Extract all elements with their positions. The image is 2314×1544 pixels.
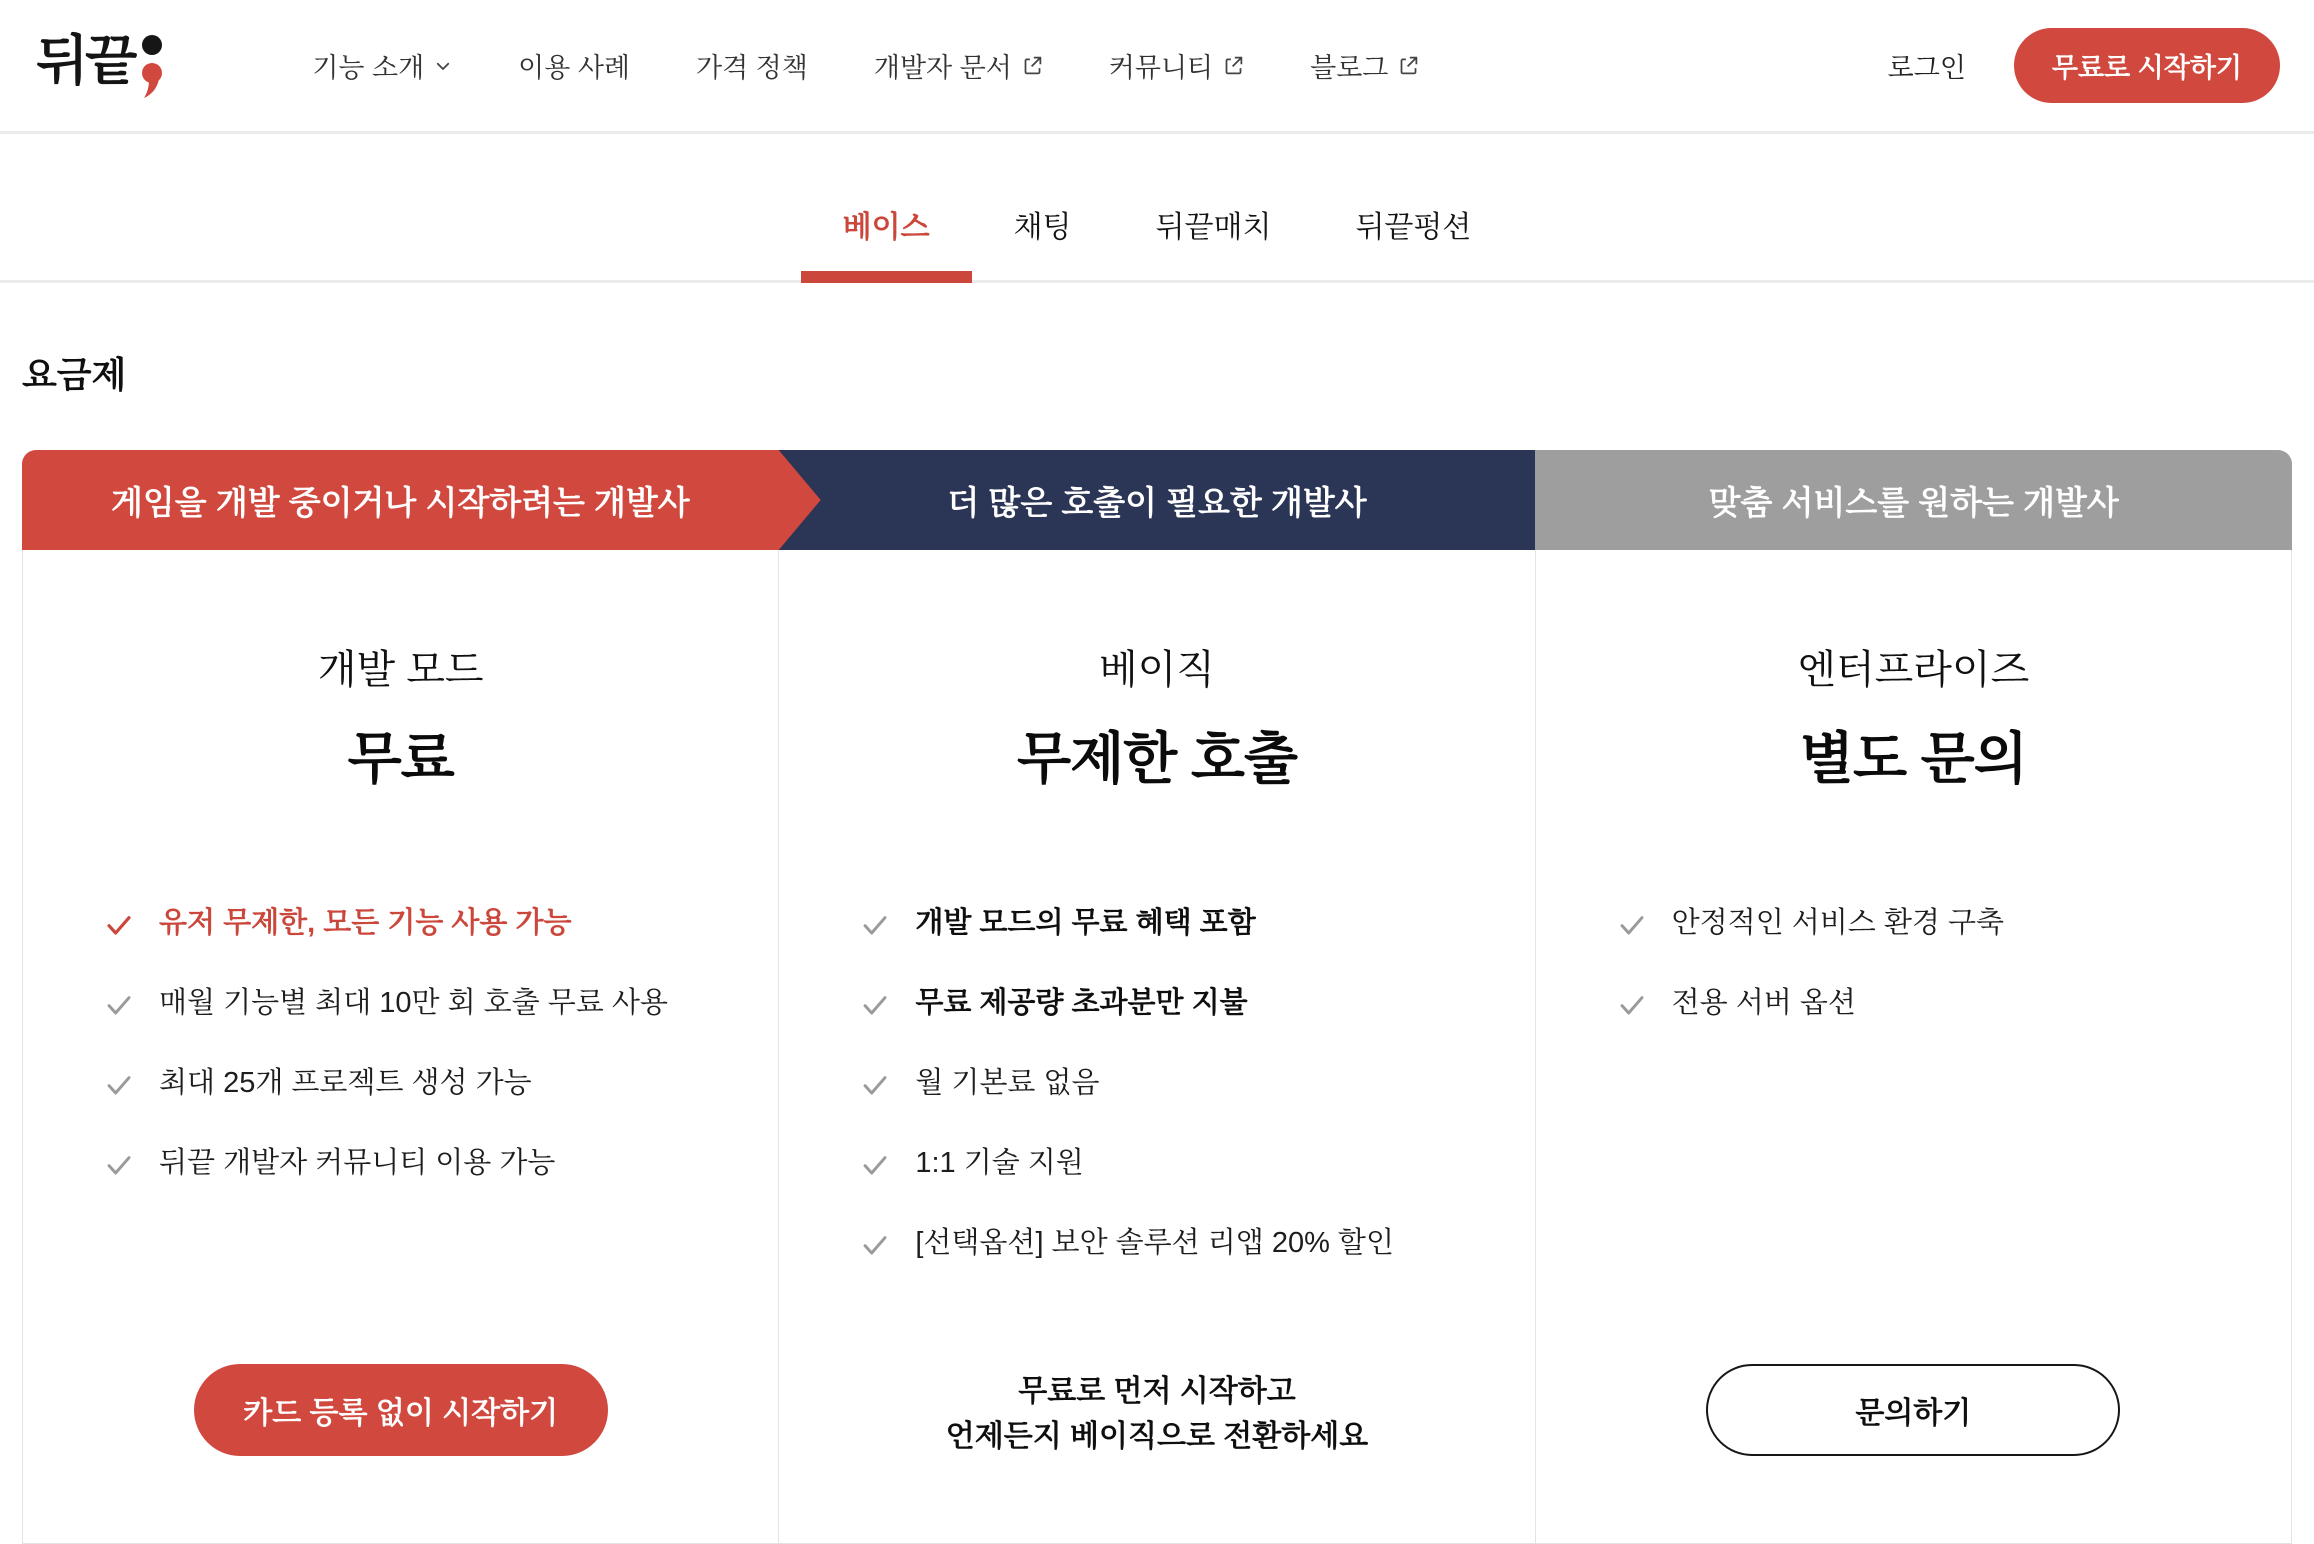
feature-list <box>1536 907 2291 1021</box>
page-title: 요금제 <box>22 354 127 395</box>
header <box>0 0 2314 134</box>
tab-chat[interactable]: 채팅 <box>1013 211 1072 244</box>
nav-item-label: 커뮤니티 <box>1108 53 1214 83</box>
plan-name: 베이직 <box>1099 648 1215 692</box>
nav-item-label: 이용 사례 <box>518 53 631 83</box>
feature-text: 뒤끝 개발자 커뮤니티 이용 가능 <box>159 1147 556 1179</box>
logo[interactable] <box>36 30 164 99</box>
chevron-down-icon <box>434 57 452 75</box>
contact-button[interactable]: 문의하기 <box>1706 1364 2120 1456</box>
nav-item-use-cases[interactable] <box>518 46 630 85</box>
nav-item-label: 기능 소개 <box>312 53 425 83</box>
nav-item-label: 개발자 문서 <box>873 53 1012 83</box>
login-link[interactable]: 로그인 <box>1887 53 1966 83</box>
logo-semicolon-icon <box>141 33 164 99</box>
plan-column-basic <box>778 550 1534 1543</box>
banner-enterprise: 맞춤 서비스를 원하는 개발사 <box>1535 450 2292 550</box>
header-right <box>1888 28 2280 103</box>
feature-text: 개발 모드의 무료 혜택 포함 <box>915 907 1256 939</box>
feature-text: 유저 무제한, 모든 기능 사용 가능 <box>159 907 572 939</box>
check-icon <box>1616 909 1648 941</box>
feature-text: [선택옵션] 보안 솔루션 리앱 20% 할인 <box>915 1227 1394 1259</box>
nav-item-community[interactable] <box>1109 46 1244 85</box>
external-link-icon <box>1398 55 1419 76</box>
feature-item <box>859 1227 1510 1261</box>
check-icon <box>859 1069 891 1101</box>
external-link-icon <box>1223 55 1244 76</box>
plan-column-dev-mode <box>23 550 778 1543</box>
check-icon <box>103 1069 135 1101</box>
main-content <box>0 347 2314 1544</box>
check-icon <box>859 909 891 941</box>
basic-footnote-line1: 무료로 먼저 시작하고 <box>1018 1375 1296 1408</box>
feature-item <box>103 1067 754 1101</box>
plan-price: 별도 문의 <box>1799 727 2027 790</box>
plan-name: 엔터프라이즈 <box>1797 648 2030 692</box>
start-without-card-button[interactable]: 카드 등록 없이 시작하기 <box>194 1364 608 1456</box>
cta-area <box>1536 1364 2291 1456</box>
nav-item-dev-docs[interactable] <box>874 46 1043 85</box>
check-icon <box>859 989 891 1021</box>
pricing-table <box>22 450 2292 1544</box>
banner-basic: 더 많은 호출이 필요한 개발사 <box>779 450 1536 550</box>
banner-row <box>22 450 2292 550</box>
feature-list <box>23 907 778 1181</box>
signup-button[interactable]: 무료로 시작하기 <box>2014 28 2280 103</box>
banner-dev-mode: 게임을 개발 중이거나 시작하려는 개발사 <box>22 450 779 550</box>
check-icon <box>859 1149 891 1181</box>
main-nav <box>312 46 1419 85</box>
tab-function[interactable]: 뒤끝펑션 <box>1355 211 1472 244</box>
check-icon <box>103 989 135 1021</box>
cta-area <box>23 1364 778 1456</box>
plan-name: 개발 모드 <box>317 648 484 692</box>
check-icon <box>1616 989 1648 1021</box>
feature-list <box>779 907 1534 1261</box>
plan-column-enterprise <box>1535 550 2291 1543</box>
feature-item <box>103 907 754 941</box>
basic-footnote <box>779 1369 1534 1459</box>
basic-footnote-line2: 언제든지 베이직으로 전환하세요 <box>945 1420 1369 1453</box>
feature-text: 무료 제공량 초과분만 지불 <box>915 987 1248 1019</box>
tab-base[interactable]: 베이스 <box>801 174 972 280</box>
feature-item <box>859 987 1510 1021</box>
feature-text: 안정적인 서비스 환경 구축 <box>1671 907 2004 939</box>
logo-text: 뒤끝 <box>36 30 135 91</box>
feature-item <box>859 1147 1510 1181</box>
check-icon <box>103 1149 135 1181</box>
feature-item <box>859 907 1510 941</box>
feature-item <box>103 1147 754 1181</box>
nav-item-features[interactable] <box>312 46 452 85</box>
plan-price: 무료 <box>347 727 454 790</box>
nav-item-label: 가격 정책 <box>696 53 808 83</box>
feature-item <box>103 987 754 1021</box>
product-tabbar <box>0 134 2314 283</box>
feature-item <box>859 1067 1510 1101</box>
nav-item-pricing[interactable] <box>696 46 808 85</box>
check-icon <box>859 1229 891 1261</box>
plan-columns <box>22 550 2292 1544</box>
feature-item <box>1616 907 2267 941</box>
feature-item <box>1616 987 2267 1021</box>
feature-text: 최대 25개 프로젝트 생성 가능 <box>159 1067 532 1099</box>
nav-item-blog[interactable] <box>1310 46 1419 85</box>
feature-text: 전용 서버 옵션 <box>1671 987 1856 1019</box>
plan-price: 무제한 호출 <box>1016 727 1298 790</box>
tab-match[interactable]: 뒤끝매치 <box>1155 211 1272 244</box>
feature-text: 매월 기능별 최대 10만 회 호출 무료 사용 <box>159 987 668 1019</box>
feature-text: 1:1 기술 지원 <box>915 1147 1084 1179</box>
nav-item-label: 블로그 <box>1310 53 1389 83</box>
external-link-icon <box>1022 55 1043 76</box>
feature-text: 월 기본료 없음 <box>915 1067 1100 1099</box>
check-icon <box>103 909 135 941</box>
